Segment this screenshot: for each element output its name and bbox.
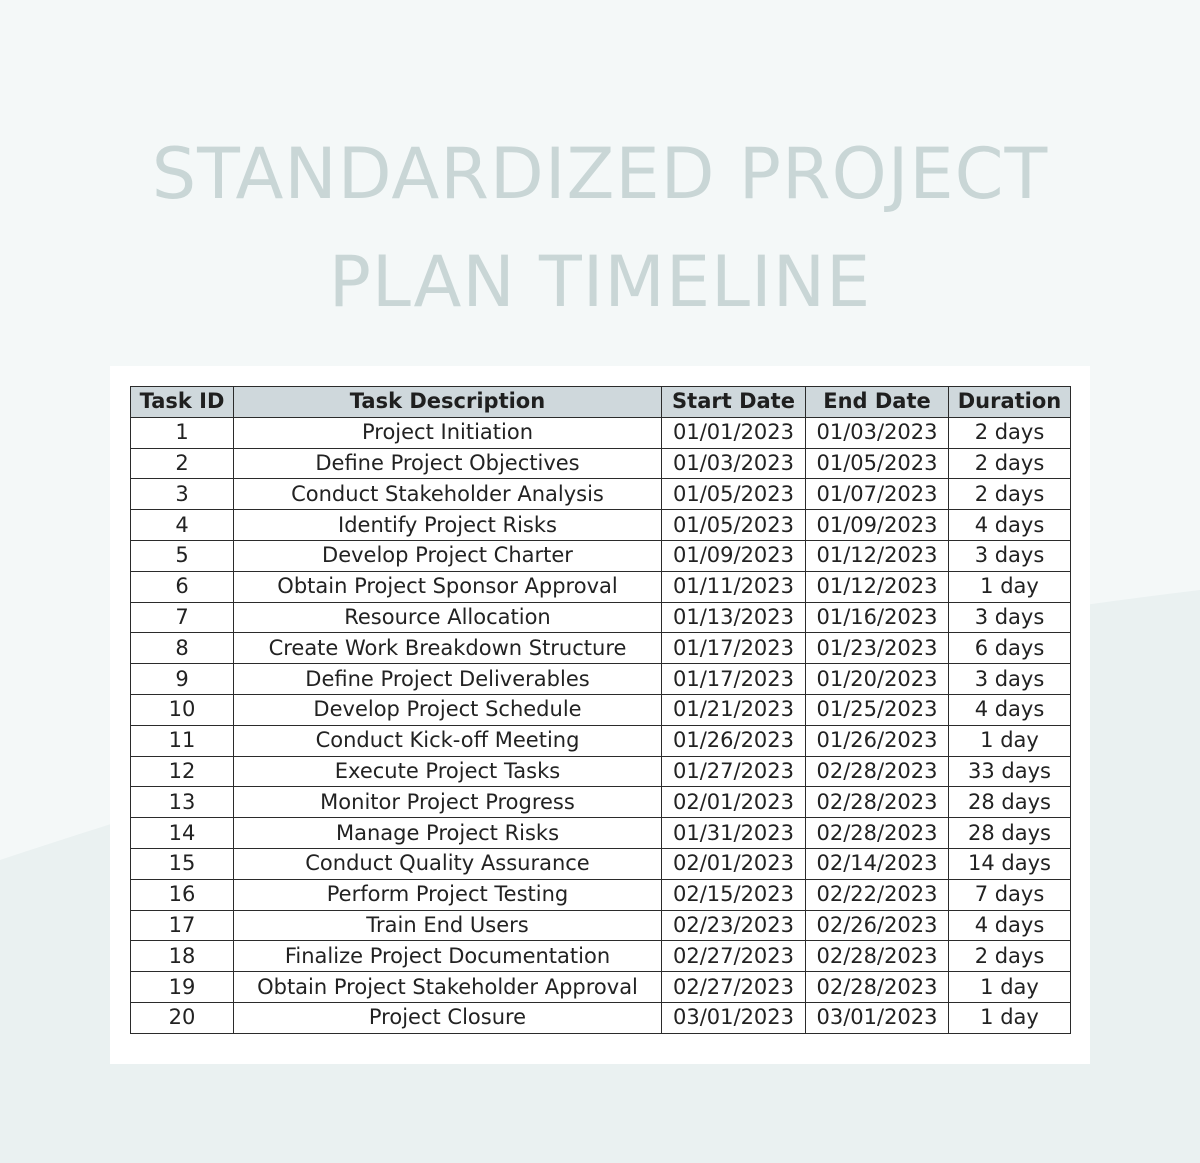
- page-title-line-2: PLAN TIMELINE: [328, 241, 872, 323]
- table-row: [131, 694, 1071, 725]
- cell-end-date: 02/28/2023: [806, 818, 949, 849]
- cell-start-date: 02/01/2023: [662, 848, 806, 879]
- cell-task-id: 10: [131, 694, 234, 725]
- cell-start-date: 02/27/2023: [662, 972, 806, 1003]
- cell-start-date: 01/05/2023: [662, 479, 806, 510]
- cell-duration: 14 days: [949, 848, 1071, 879]
- cell-task-description: Develop Project Charter: [234, 540, 662, 571]
- cell-duration: 1 day: [949, 725, 1071, 756]
- cell-task-id: 15: [131, 848, 234, 879]
- table-row: [131, 664, 1071, 695]
- cell-end-date: 01/16/2023: [806, 602, 949, 633]
- cell-start-date: 01/09/2023: [662, 540, 806, 571]
- cell-start-date: 01/27/2023: [662, 756, 806, 787]
- header-task-id: Task ID: [131, 387, 234, 418]
- cell-start-date: 03/01/2023: [662, 1002, 806, 1033]
- cell-task-id: 3: [131, 479, 234, 510]
- table-row: [131, 756, 1071, 787]
- table-row: [131, 787, 1071, 818]
- cell-task-id: 18: [131, 941, 234, 972]
- cell-end-date: 01/03/2023: [806, 417, 949, 448]
- header-start-date: Start Date: [662, 387, 806, 418]
- cell-task-id: 7: [131, 602, 234, 633]
- cell-task-id: 14: [131, 818, 234, 849]
- cell-end-date: 01/26/2023: [806, 725, 949, 756]
- project-plan-table: [130, 386, 1071, 1034]
- cell-end-date: 02/28/2023: [806, 941, 949, 972]
- cell-duration: 1 day: [949, 1002, 1071, 1033]
- cell-task-description: Train End Users: [234, 910, 662, 941]
- cell-duration: 2 days: [949, 479, 1071, 510]
- cell-end-date: 02/22/2023: [806, 879, 949, 910]
- cell-task-description: Obtain Project Stakeholder Approval: [234, 972, 662, 1003]
- table-row: [131, 941, 1071, 972]
- cell-end-date: 03/01/2023: [806, 1002, 949, 1033]
- cell-task-id: 1: [131, 417, 234, 448]
- header-end-date: End Date: [806, 387, 949, 418]
- cell-task-description: Project Initiation: [234, 417, 662, 448]
- cell-start-date: 02/27/2023: [662, 941, 806, 972]
- cell-duration: 2 days: [949, 448, 1071, 479]
- table-body: [131, 417, 1071, 1033]
- cell-task-id: 19: [131, 972, 234, 1003]
- cell-task-id: 11: [131, 725, 234, 756]
- cell-task-id: 6: [131, 571, 234, 602]
- table-row: [131, 633, 1071, 664]
- cell-duration: 2 days: [949, 417, 1071, 448]
- cell-duration: 6 days: [949, 633, 1071, 664]
- cell-end-date: 01/05/2023: [806, 448, 949, 479]
- cell-start-date: 02/23/2023: [662, 910, 806, 941]
- table-row: [131, 848, 1071, 879]
- page-title-line-1: STANDARDIZED PROJECT: [151, 133, 1049, 215]
- table-row: [131, 818, 1071, 849]
- cell-end-date: 01/09/2023: [806, 510, 949, 541]
- cell-duration: 3 days: [949, 540, 1071, 571]
- cell-task-description: Define Project Objectives: [234, 448, 662, 479]
- table-row: [131, 479, 1071, 510]
- cell-end-date: 01/20/2023: [806, 664, 949, 695]
- cell-task-id: 12: [131, 756, 234, 787]
- table-row: [131, 602, 1071, 633]
- table-row: [131, 972, 1071, 1003]
- cell-duration: 4 days: [949, 910, 1071, 941]
- cell-end-date: 02/26/2023: [806, 910, 949, 941]
- cell-task-id: 8: [131, 633, 234, 664]
- cell-end-date: 02/28/2023: [806, 972, 949, 1003]
- cell-duration: 28 days: [949, 818, 1071, 849]
- cell-start-date: 01/03/2023: [662, 448, 806, 479]
- cell-task-id: 17: [131, 910, 234, 941]
- cell-task-description: Perform Project Testing: [234, 879, 662, 910]
- cell-task-description: Finalize Project Documentation: [234, 941, 662, 972]
- cell-task-description: Project Closure: [234, 1002, 662, 1033]
- table-card: [110, 366, 1090, 1064]
- cell-end-date: 01/07/2023: [806, 479, 949, 510]
- cell-end-date: 02/28/2023: [806, 756, 949, 787]
- cell-duration: 4 days: [949, 694, 1071, 725]
- table-row: [131, 910, 1071, 941]
- cell-task-description: Conduct Stakeholder Analysis: [234, 479, 662, 510]
- header-task-description: Task Description: [234, 387, 662, 418]
- cell-start-date: 01/05/2023: [662, 510, 806, 541]
- table-row: [131, 879, 1071, 910]
- cell-task-description: Execute Project Tasks: [234, 756, 662, 787]
- cell-start-date: 01/13/2023: [662, 602, 806, 633]
- table-row: [131, 417, 1071, 448]
- cell-task-id: 4: [131, 510, 234, 541]
- cell-start-date: 01/11/2023: [662, 571, 806, 602]
- page-title: [0, 120, 1200, 336]
- cell-task-id: 13: [131, 787, 234, 818]
- cell-duration: 7 days: [949, 879, 1071, 910]
- cell-task-id: 16: [131, 879, 234, 910]
- cell-task-description: Manage Project Risks: [234, 818, 662, 849]
- cell-task-id: 9: [131, 664, 234, 695]
- cell-end-date: 02/14/2023: [806, 848, 949, 879]
- cell-start-date: 01/17/2023: [662, 664, 806, 695]
- cell-start-date: 01/26/2023: [662, 725, 806, 756]
- cell-duration: 2 days: [949, 941, 1071, 972]
- cell-duration: 33 days: [949, 756, 1071, 787]
- cell-start-date: 02/01/2023: [662, 787, 806, 818]
- table-row: [131, 510, 1071, 541]
- table-row: [131, 571, 1071, 602]
- cell-end-date: 01/23/2023: [806, 633, 949, 664]
- cell-task-description: Define Project Deliverables: [234, 664, 662, 695]
- table-row: [131, 725, 1071, 756]
- cell-task-description: Identify Project Risks: [234, 510, 662, 541]
- cell-duration: 1 day: [949, 571, 1071, 602]
- table-header-row: [131, 387, 1071, 418]
- cell-start-date: 01/01/2023: [662, 417, 806, 448]
- cell-task-description: Conduct Quality Assurance: [234, 848, 662, 879]
- cell-duration: 4 days: [949, 510, 1071, 541]
- cell-end-date: 01/12/2023: [806, 571, 949, 602]
- cell-start-date: 02/15/2023: [662, 879, 806, 910]
- cell-end-date: 01/25/2023: [806, 694, 949, 725]
- cell-task-id: 5: [131, 540, 234, 571]
- cell-duration: 3 days: [949, 602, 1071, 633]
- cell-task-description: Develop Project Schedule: [234, 694, 662, 725]
- cell-task-description: Create Work Breakdown Structure: [234, 633, 662, 664]
- cell-task-id: 20: [131, 1002, 234, 1033]
- cell-duration: 3 days: [949, 664, 1071, 695]
- cell-start-date: 01/21/2023: [662, 694, 806, 725]
- cell-end-date: 02/28/2023: [806, 787, 949, 818]
- cell-task-id: 2: [131, 448, 234, 479]
- table-row: [131, 1002, 1071, 1033]
- cell-start-date: 01/17/2023: [662, 633, 806, 664]
- header-duration: Duration: [949, 387, 1071, 418]
- cell-task-description: Resource Allocation: [234, 602, 662, 633]
- cell-task-description: Conduct Kick-off Meeting: [234, 725, 662, 756]
- cell-end-date: 01/12/2023: [806, 540, 949, 571]
- cell-task-description: Obtain Project Sponsor Approval: [234, 571, 662, 602]
- table-row: [131, 448, 1071, 479]
- cell-duration: 28 days: [949, 787, 1071, 818]
- cell-start-date: 01/31/2023: [662, 818, 806, 849]
- table-row: [131, 540, 1071, 571]
- cell-duration: 1 day: [949, 972, 1071, 1003]
- cell-task-description: Monitor Project Progress: [234, 787, 662, 818]
